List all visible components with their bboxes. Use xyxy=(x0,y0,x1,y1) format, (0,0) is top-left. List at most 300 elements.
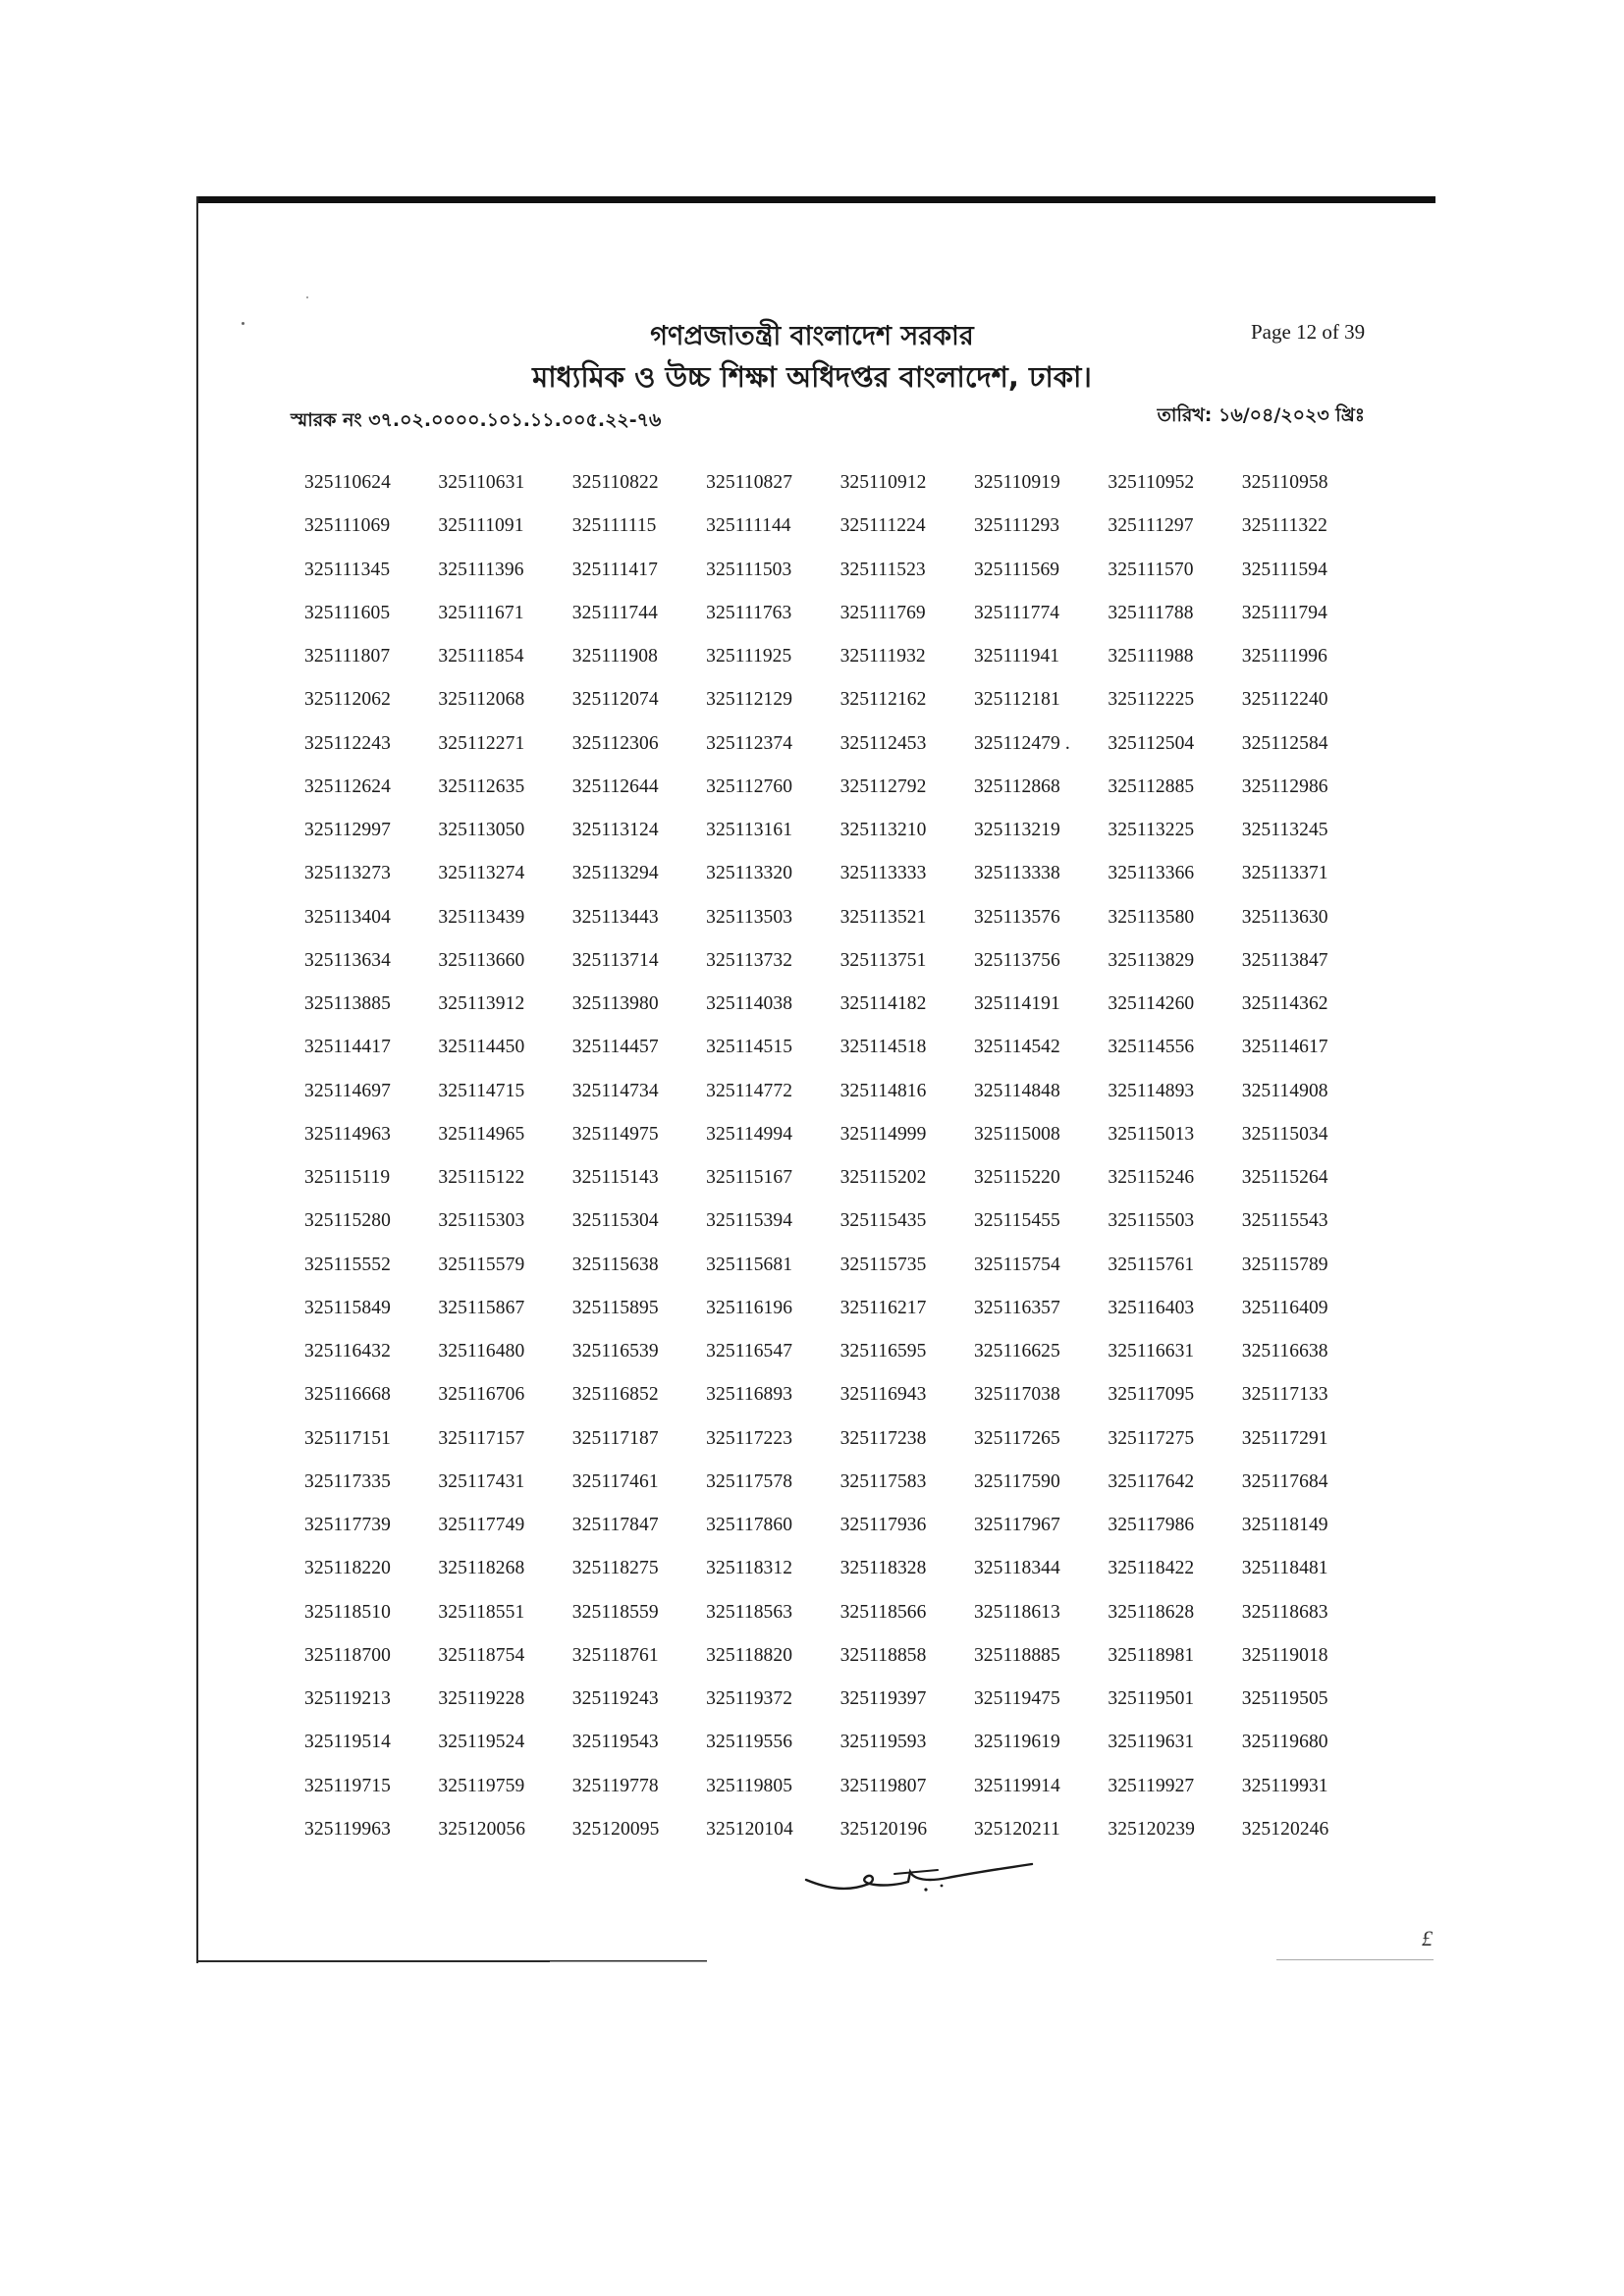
roll-number: 325115455 xyxy=(973,1210,1060,1232)
roll-number: 325110952 xyxy=(1108,472,1195,494)
roll-number: 325117847 xyxy=(571,1515,659,1536)
roll-number: 325112181 xyxy=(973,689,1060,711)
roll-number: 325114182 xyxy=(839,993,927,1015)
table-row xyxy=(304,1547,1357,1590)
roll-number: 325112162 xyxy=(839,689,927,711)
roll-number: 325111345 xyxy=(304,559,391,580)
table-row xyxy=(304,1634,1357,1678)
roll-number: 325115119 xyxy=(304,1167,391,1189)
scan-line xyxy=(550,1961,707,1962)
roll-number: 325119556 xyxy=(706,1732,793,1753)
roll-number: 325111769 xyxy=(839,602,926,623)
government-heading: গণপ্রজাতন্ত্রী বাংলাদেশ সরকার xyxy=(650,321,974,351)
roll-number: 325115013 xyxy=(1108,1123,1195,1145)
table-row xyxy=(304,505,1357,548)
roll-number: 325119475 xyxy=(973,1688,1060,1710)
roll-number: 325112885 xyxy=(1108,775,1195,797)
roll-number: 325111671 xyxy=(438,602,524,623)
roll-number: 325119514 xyxy=(304,1732,391,1753)
roll-number: 325115246 xyxy=(1108,1167,1195,1189)
roll-number: 325114816 xyxy=(839,1080,927,1101)
roll-number: 325113847 xyxy=(1241,949,1328,971)
roll-number: 325111908 xyxy=(571,646,658,667)
roll-number: 325111322 xyxy=(1241,515,1327,537)
roll-number: 325115761 xyxy=(1108,1254,1195,1275)
roll-number: 325119501 xyxy=(1108,1688,1195,1710)
roll-number: 325113371 xyxy=(1241,863,1328,884)
table-row xyxy=(304,678,1357,721)
roll-number: 325117133 xyxy=(1241,1384,1328,1406)
roll-number: 325110919 xyxy=(973,472,1060,494)
table-row xyxy=(304,1808,1357,1851)
page-number: Page 12 of 39 xyxy=(1251,320,1366,344)
roll-number: 325115280 xyxy=(304,1210,391,1232)
roll-number: 325113521 xyxy=(839,906,927,928)
roll-number: 325119715 xyxy=(304,1775,391,1796)
issue-date: তারিখ: ১৬/০৪/২০২৩ খ্রিঃ xyxy=(1157,404,1365,426)
roll-number: 325112760 xyxy=(706,775,793,797)
roll-number: 325113274 xyxy=(438,863,525,884)
roll-number: 325112271 xyxy=(438,732,525,754)
roll-number: 325113503 xyxy=(706,906,793,928)
roll-number: 325112997 xyxy=(304,820,391,841)
table-row xyxy=(304,1026,1357,1069)
roll-number: 325116943 xyxy=(839,1384,927,1406)
roll-number: 325117739 xyxy=(304,1515,391,1536)
roll-number: 325112584 xyxy=(1241,732,1328,754)
roll-number: 325114772 xyxy=(706,1080,793,1101)
roll-number: 325118628 xyxy=(1108,1601,1195,1623)
roll-number: 325114191 xyxy=(973,993,1060,1015)
table-row xyxy=(304,1591,1357,1634)
roll-number: 325111807 xyxy=(304,646,391,667)
roll-number: 325117936 xyxy=(839,1515,927,1536)
page-border-left xyxy=(196,196,198,1963)
roll-number: 325112868 xyxy=(973,775,1060,797)
roll-number: 325117749 xyxy=(438,1515,525,1536)
table-row xyxy=(304,635,1357,678)
roll-number: 325118683 xyxy=(1241,1601,1328,1623)
roll-number: 325116852 xyxy=(571,1384,659,1406)
table-row xyxy=(304,1461,1357,1504)
roll-number: 325119213 xyxy=(304,1688,391,1710)
roll-number: 325112068 xyxy=(438,689,525,711)
roll-number: 325118344 xyxy=(973,1558,1060,1579)
roll-number: 325115435 xyxy=(839,1210,927,1232)
roll-number: 325111570 xyxy=(1108,559,1194,580)
roll-number: 325114963 xyxy=(304,1123,391,1145)
table-row xyxy=(304,549,1357,592)
roll-number: 325116409 xyxy=(1241,1297,1328,1318)
roll-number: 325118551 xyxy=(438,1601,525,1623)
roll-number: 325118268 xyxy=(438,1558,525,1579)
roll-number: 325116595 xyxy=(839,1341,927,1362)
roll-number: 325118312 xyxy=(706,1558,793,1579)
roll-number: 325117291 xyxy=(1241,1427,1328,1449)
roll-number: 325113161 xyxy=(706,820,793,841)
roll-number: 325112062 xyxy=(304,689,391,711)
roll-number: 325117223 xyxy=(706,1427,793,1449)
roll-number: 325114417 xyxy=(304,1037,391,1058)
table-row xyxy=(304,461,1357,505)
roll-number: 325118275 xyxy=(571,1558,659,1579)
roll-number: 325115167 xyxy=(706,1167,793,1189)
roll-number: 325119778 xyxy=(571,1775,659,1796)
roll-number: 325119593 xyxy=(839,1732,927,1753)
roll-number: 325111396 xyxy=(438,559,524,580)
roll-number: 325117265 xyxy=(973,1427,1060,1449)
roll-number: 325119543 xyxy=(571,1732,659,1753)
roll-number: 325119619 xyxy=(973,1732,1060,1753)
roll-number: 325114038 xyxy=(706,993,793,1015)
table-row xyxy=(304,852,1357,895)
roll-number: 325111297 xyxy=(1108,515,1194,537)
roll-number: 325117583 xyxy=(839,1470,927,1492)
roll-number: 325110827 xyxy=(706,472,793,494)
roll-number: 325115735 xyxy=(839,1254,927,1275)
roll-number: 325117335 xyxy=(304,1470,391,1492)
roll-number: 325120239 xyxy=(1108,1818,1195,1840)
table-row xyxy=(304,766,1357,809)
roll-number: 325112240 xyxy=(1241,689,1328,711)
roll-number: 325113912 xyxy=(438,993,525,1015)
roll-number: 325119759 xyxy=(438,1775,525,1796)
roll-number: 325112479 . xyxy=(973,732,1070,754)
roll-number: 325115638 xyxy=(571,1254,659,1275)
roll-number-table xyxy=(304,461,1357,1851)
roll-number: 325113225 xyxy=(1108,820,1195,841)
roll-number: 325119914 xyxy=(973,1775,1060,1796)
roll-number: 325112624 xyxy=(304,775,391,797)
roll-number: 325110822 xyxy=(571,472,659,494)
roll-number: 325116638 xyxy=(1241,1341,1328,1362)
roll-number: 325118422 xyxy=(1108,1558,1195,1579)
roll-number: 325111854 xyxy=(438,646,524,667)
roll-number: 325113294 xyxy=(571,863,659,884)
roll-number: 325111293 xyxy=(973,515,1060,537)
roll-number: 325113751 xyxy=(839,949,927,971)
roll-number: 325118563 xyxy=(706,1601,793,1623)
roll-number: 325118566 xyxy=(839,1601,927,1623)
roll-number: 325115034 xyxy=(1241,1123,1328,1145)
roll-number: 325111503 xyxy=(706,559,792,580)
roll-number: 325119680 xyxy=(1241,1732,1328,1753)
roll-number: 325110912 xyxy=(839,472,927,494)
roll-number: 325119963 xyxy=(304,1818,391,1840)
roll-number: 325116631 xyxy=(1108,1341,1195,1362)
table-row xyxy=(304,722,1357,766)
roll-number: 325114715 xyxy=(438,1080,525,1101)
roll-number: 325114999 xyxy=(839,1123,927,1145)
roll-number: 325119927 xyxy=(1108,1775,1195,1796)
signature xyxy=(800,1858,1036,1899)
roll-number: 325118559 xyxy=(571,1601,659,1623)
roll-number: 325115304 xyxy=(571,1210,659,1232)
roll-number: 325117860 xyxy=(706,1515,793,1536)
scan-speck xyxy=(306,296,308,298)
roll-number: 325117967 xyxy=(973,1515,1060,1536)
roll-number: 325113219 xyxy=(973,820,1060,841)
roll-number: 325113634 xyxy=(304,949,391,971)
roll-number: 325112374 xyxy=(706,732,793,754)
roll-number: 325112635 xyxy=(438,775,525,797)
roll-number: 325114697 xyxy=(304,1080,391,1101)
roll-number: 325115754 xyxy=(973,1254,1060,1275)
table-row xyxy=(304,1721,1357,1764)
roll-number: 325113333 xyxy=(839,863,927,884)
roll-number: 325111144 xyxy=(706,515,791,537)
roll-number: 325113576 xyxy=(973,906,1060,928)
roll-number: 325111988 xyxy=(1108,646,1194,667)
roll-number: 325120196 xyxy=(839,1818,928,1840)
roll-number: 325113439 xyxy=(438,906,525,928)
roll-number: 325114515 xyxy=(706,1037,793,1058)
roll-number: 325114556 xyxy=(1108,1037,1195,1058)
roll-number: 325113320 xyxy=(706,863,793,884)
roll-number: 325113980 xyxy=(571,993,659,1015)
roll-number: 325116217 xyxy=(839,1297,927,1318)
roll-number: 325115008 xyxy=(973,1123,1060,1145)
roll-number: 325119807 xyxy=(839,1775,927,1796)
roll-number: 325119018 xyxy=(1241,1644,1328,1666)
roll-number: 325111763 xyxy=(706,602,792,623)
roll-number: 325114260 xyxy=(1108,993,1195,1015)
roll-number: 325115143 xyxy=(571,1167,659,1189)
roll-number: 325118885 xyxy=(973,1644,1060,1666)
roll-number: 325114518 xyxy=(839,1037,927,1058)
roll-number: 325112453 xyxy=(839,732,927,754)
roll-number: 325116625 xyxy=(973,1341,1060,1362)
roll-number: 325111941 xyxy=(973,646,1060,667)
table-row xyxy=(304,983,1357,1026)
roll-number: 325113443 xyxy=(571,906,659,928)
roll-number: 325119524 xyxy=(438,1732,525,1753)
roll-number: 325114965 xyxy=(438,1123,525,1145)
roll-number: 325118613 xyxy=(973,1601,1060,1623)
roll-number: 325114362 xyxy=(1241,993,1328,1015)
roll-number: 325112074 xyxy=(571,689,659,711)
roll-number: 325116196 xyxy=(706,1297,793,1318)
roll-number: 325116668 xyxy=(304,1384,391,1406)
roll-number: 325117461 xyxy=(571,1470,659,1492)
roll-number: 325113050 xyxy=(438,820,525,841)
roll-number: 325113338 xyxy=(973,863,1060,884)
roll-number: 325113366 xyxy=(1108,863,1195,884)
roll-number: 325120211 xyxy=(973,1818,1060,1840)
roll-number: 325115849 xyxy=(304,1297,391,1318)
roll-number: 325119505 xyxy=(1241,1688,1328,1710)
roll-number: 325113756 xyxy=(973,949,1060,971)
roll-number: 325117590 xyxy=(973,1470,1060,1492)
table-row xyxy=(304,809,1357,852)
roll-number: 325111569 xyxy=(973,559,1060,580)
roll-number: 325111932 xyxy=(839,646,926,667)
table-row xyxy=(304,1244,1357,1287)
roll-number: 325117157 xyxy=(438,1427,525,1449)
roll-number: 325113245 xyxy=(1241,820,1328,841)
roll-number: 325115681 xyxy=(706,1254,793,1275)
roll-number: 325112306 xyxy=(571,732,659,754)
table-row xyxy=(304,1373,1357,1416)
roll-number: 325119372 xyxy=(706,1688,793,1710)
roll-number: 325111115 xyxy=(571,515,657,537)
roll-number: 325115789 xyxy=(1241,1254,1328,1275)
roll-number: 325113404 xyxy=(304,906,391,928)
roll-number: 325113273 xyxy=(304,863,391,884)
roll-number: 325117275 xyxy=(1108,1427,1195,1449)
roll-number: 325112243 xyxy=(304,732,391,754)
roll-number: 325113124 xyxy=(571,820,659,841)
roll-number: 325118220 xyxy=(304,1558,391,1579)
roll-number: 325114975 xyxy=(571,1123,659,1145)
roll-number: 325113630 xyxy=(1241,906,1328,928)
roll-number: 325115122 xyxy=(438,1167,525,1189)
roll-number: 325113714 xyxy=(571,949,659,971)
roll-number: 325110631 xyxy=(438,472,525,494)
table-row xyxy=(304,1765,1357,1808)
roll-number: 325117187 xyxy=(571,1427,659,1449)
roll-number: 325112129 xyxy=(706,689,793,711)
roll-number: 325115867 xyxy=(438,1297,525,1318)
roll-number: 325113732 xyxy=(706,949,793,971)
table-row xyxy=(304,896,1357,939)
roll-number: 325111594 xyxy=(1241,559,1327,580)
roll-number: 325115543 xyxy=(1241,1210,1328,1232)
roll-number: 325116432 xyxy=(304,1341,391,1362)
roll-number: 325116403 xyxy=(1108,1297,1195,1318)
roll-number: 325117095 xyxy=(1108,1384,1195,1406)
roll-number: 325114734 xyxy=(571,1080,659,1101)
table-row xyxy=(304,1504,1357,1547)
roll-number: 325119397 xyxy=(839,1688,927,1710)
roll-number: 325111523 xyxy=(839,559,926,580)
page-border-top xyxy=(196,196,1435,203)
roll-number: 325119631 xyxy=(1108,1732,1195,1753)
roll-number: 325111794 xyxy=(1241,602,1327,623)
roll-number: 325116547 xyxy=(706,1341,793,1362)
roll-number: 325111224 xyxy=(839,515,926,537)
table-row xyxy=(304,1113,1357,1156)
roll-number: 325115579 xyxy=(438,1254,525,1275)
roll-number: 325114457 xyxy=(571,1037,659,1058)
roll-number: 325118149 xyxy=(1241,1515,1328,1536)
roll-number: 325117578 xyxy=(706,1470,793,1492)
roll-number: 325118754 xyxy=(438,1644,525,1666)
roll-number: 325110624 xyxy=(304,472,391,494)
roll-number: 325120056 xyxy=(438,1818,526,1840)
roll-number: 325115503 xyxy=(1108,1210,1195,1232)
roll-number: 325114908 xyxy=(1241,1080,1328,1101)
roll-number: 325111925 xyxy=(706,646,792,667)
roll-number: 325117642 xyxy=(1108,1470,1195,1492)
roll-number: 325118510 xyxy=(304,1601,391,1623)
roll-number: 325120104 xyxy=(706,1818,793,1840)
roll-number: 325119243 xyxy=(571,1688,659,1710)
roll-number: 325111091 xyxy=(438,515,524,537)
roll-number: 325113660 xyxy=(438,949,525,971)
table-row xyxy=(304,1070,1357,1113)
roll-number: 325111788 xyxy=(1108,602,1194,623)
roll-number: 325116480 xyxy=(438,1341,525,1362)
roll-number: 325112225 xyxy=(1108,689,1195,711)
roll-number: 325118700 xyxy=(304,1644,391,1666)
roll-number: 325114893 xyxy=(1108,1080,1195,1101)
roll-number: 325116539 xyxy=(571,1341,659,1362)
roll-number: 325117238 xyxy=(839,1427,927,1449)
roll-number: 325118858 xyxy=(839,1644,927,1666)
roll-number: 325117986 xyxy=(1108,1515,1195,1536)
roll-number: 325111996 xyxy=(1241,646,1327,667)
roll-number: 325115202 xyxy=(839,1167,927,1189)
roll-number: 325115220 xyxy=(973,1167,1060,1189)
roll-number: 325114450 xyxy=(438,1037,525,1058)
table-row xyxy=(304,939,1357,983)
roll-number: 325119805 xyxy=(706,1775,793,1796)
roll-number: 325118981 xyxy=(1108,1644,1195,1666)
table-row xyxy=(304,1200,1357,1243)
roll-number: 325118328 xyxy=(839,1558,927,1579)
roll-number: 325112986 xyxy=(1241,775,1328,797)
roll-number: 325113829 xyxy=(1108,949,1195,971)
roll-number: 325120246 xyxy=(1241,1818,1329,1840)
table-row xyxy=(304,1330,1357,1373)
roll-number: 325118481 xyxy=(1241,1558,1328,1579)
roll-number: 325111605 xyxy=(304,602,391,623)
roll-number: 325115303 xyxy=(438,1210,525,1232)
table-row xyxy=(304,1678,1357,1721)
roll-number: 325114542 xyxy=(973,1037,1060,1058)
roll-number: 325114994 xyxy=(706,1123,793,1145)
roll-number: 325120095 xyxy=(571,1818,660,1840)
roll-number: 325118761 xyxy=(571,1644,659,1666)
roll-number: 325111417 xyxy=(571,559,658,580)
table-row xyxy=(304,1287,1357,1330)
roll-number: 325112504 xyxy=(1108,732,1195,754)
roll-number: 325115264 xyxy=(1241,1167,1328,1189)
roll-number: 325116893 xyxy=(706,1384,793,1406)
roll-number: 325115895 xyxy=(571,1297,659,1318)
roll-number: 325111069 xyxy=(304,515,391,537)
roll-number: 325117684 xyxy=(1241,1470,1328,1492)
roll-number: 325114848 xyxy=(973,1080,1060,1101)
roll-number: 325116357 xyxy=(973,1297,1060,1318)
roll-number: 325117151 xyxy=(304,1427,391,1449)
roll-number: 325116706 xyxy=(438,1384,525,1406)
scan-line xyxy=(1276,1959,1434,1960)
roll-number: 325119931 xyxy=(1241,1775,1328,1796)
roll-number: 325114617 xyxy=(1241,1037,1328,1058)
roll-number: 325111744 xyxy=(571,602,658,623)
memo-number: স্মারক নং ৩৭.০২.০০০০.১০১.১১.০০৫.২২-৭৬ xyxy=(291,409,662,431)
roll-number: 325112644 xyxy=(571,775,659,797)
table-row xyxy=(304,1156,1357,1200)
roll-number: 325113885 xyxy=(304,993,391,1015)
corner-mark: £ xyxy=(1422,1926,1433,1950)
roll-number: 325111774 xyxy=(973,602,1060,623)
roll-number: 325113210 xyxy=(839,820,927,841)
table-row xyxy=(304,1417,1357,1461)
roll-number: 325118820 xyxy=(706,1644,793,1666)
roll-number: 325115394 xyxy=(706,1210,793,1232)
roll-number: 325110958 xyxy=(1241,472,1328,494)
roll-number: 325119228 xyxy=(438,1688,525,1710)
roll-number: 325117038 xyxy=(973,1384,1060,1406)
roll-number: 325112792 xyxy=(839,775,927,797)
roll-number: 325113580 xyxy=(1108,906,1195,928)
roll-number: 325117431 xyxy=(438,1470,525,1492)
table-row xyxy=(304,592,1357,635)
roll-number: 325115552 xyxy=(304,1254,391,1275)
